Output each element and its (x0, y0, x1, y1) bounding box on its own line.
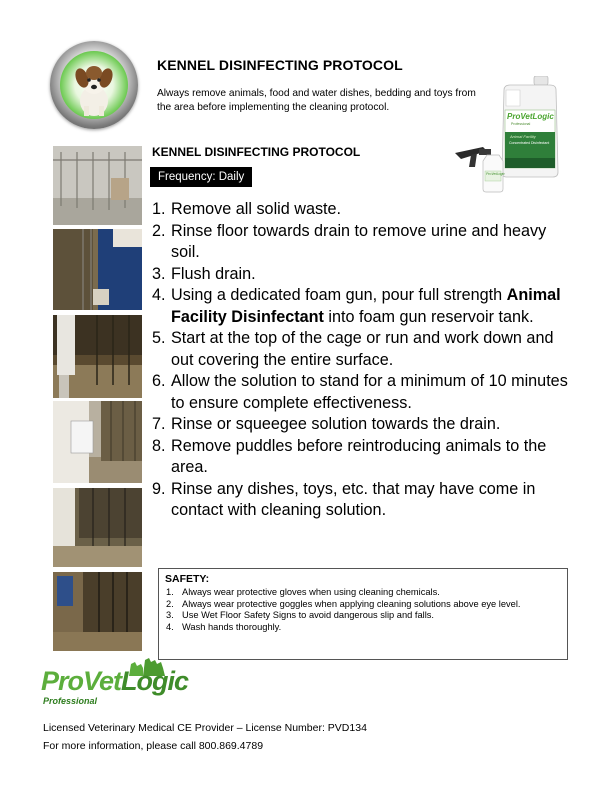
step-item: 3. Flush drain. (152, 264, 256, 283)
safety-item: 3. Use Wet Floor Safety Signs to avoid dangerous slip and falls. (166, 610, 435, 621)
brand-vet: Vet (83, 666, 122, 696)
jug-description: Concentrated Disinfectant (509, 141, 550, 145)
dog-icon (60, 51, 128, 119)
step-item: 1. Remove all solid waste. (152, 200, 342, 218)
foam-gun-image (453, 141, 519, 193)
kennel-photo-5 (53, 488, 142, 567)
kennel-photo-4 (53, 401, 142, 483)
safety-list (165, 587, 561, 633)
intro-text: Always remove animals, food and water dishes, bedding and toys from the area before implementing the cleaning protocol. (157, 88, 476, 113)
jug-product-name: Animal Facility (510, 134, 536, 139)
brand-logic: Logic (121, 666, 189, 696)
step-item: 5. Start at the top of the cage or run and work down and out covering the entire surface. (152, 329, 554, 369)
safety-item: 1. Always wear protective gloves when using cleaning chemicals. (166, 587, 440, 597)
jug-sub: Professional (511, 122, 531, 126)
product-name-bold: Animal Facility Disinfectant (171, 286, 561, 326)
provetlogic-logo (41, 656, 191, 714)
safety-box (158, 568, 568, 660)
dog-logo (50, 41, 138, 129)
safety-item: 4. Wash hands thoroughly. (166, 621, 282, 632)
kennel-photo-1 (53, 146, 142, 225)
safety-item: 2. Always wear protective goggles when applying cleaning solutions above eye level. (166, 598, 521, 609)
protocol-steps (152, 199, 572, 522)
step-item: 4. Using a dedicated foam gun, pour full strength Animal Facility Disinfectant into foam gun reservoir tank. (152, 286, 561, 326)
step-item: 9. Rinse any dishes, toys, etc. that may have come in contact with cleaning solution. (152, 479, 536, 519)
step-item: 8. Remove puddles before reintroducing animals to the area. (152, 436, 547, 476)
jug-brand: ProVetLogic (507, 112, 554, 121)
contact-text: For more information, please call 800.869.4789 (43, 740, 264, 752)
safety-title: SAFETY: (165, 573, 210, 585)
protocol-subtitle: KENNEL DISINFECTING PROTOCOL (152, 145, 361, 159)
step-item: 6. Allow the solution to stand for a minimum of 10 minutes to ensure complete effectiveness. (152, 372, 568, 412)
kennel-photo-2 (53, 229, 142, 310)
page-title: KENNEL DISINFECTING PROTOCOL (157, 57, 403, 73)
sprayer-label: ProVetLogic (486, 172, 505, 176)
license-text: Licensed Veterinary Medical CE Provider – License Number: PVD134 (43, 722, 367, 734)
kennel-photo-3 (53, 315, 142, 398)
step-item: 2. Rinse floor towards drain to remove urine and heavy soil. (152, 221, 547, 261)
brand-pro: Pro (41, 666, 84, 696)
kennel-photo-6 (53, 572, 142, 651)
frequency-badge: Frequency: Daily (150, 167, 252, 187)
brand-tagline: Professional (43, 696, 98, 706)
step-item: 7. Rinse or squeegee solution towards the drain. (152, 415, 501, 433)
